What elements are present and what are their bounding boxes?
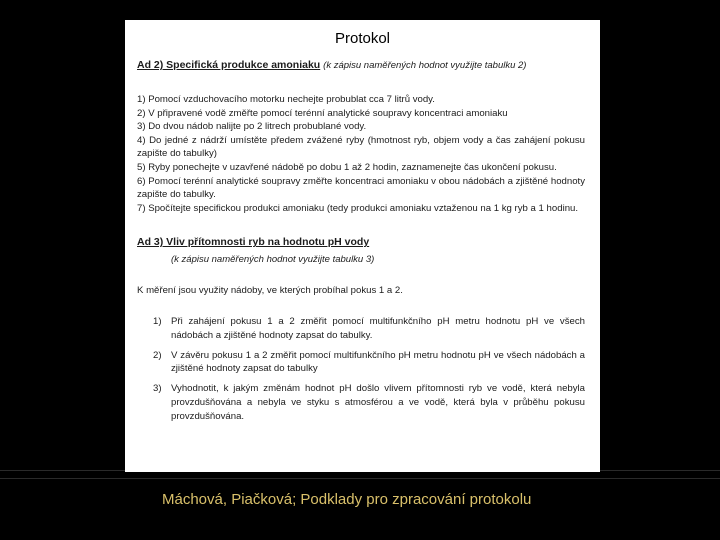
step-item: 5) Ryby ponechejte v uzavřené nádobě po dobu 1 až 2 hodin, zaznamenejte čas ukončení pokusu.	[137, 161, 557, 173]
background-line	[0, 478, 720, 479]
section-2-heading	[137, 58, 585, 73]
section-3-title: Ad 3) Vliv přítomnosti ryb na hodnotu pH vody	[137, 236, 370, 249]
section-3-note: (k zápisu naměřených hodnot využijte tabulku 3)	[171, 254, 375, 266]
item-number: 1)	[153, 316, 162, 328]
item-text: Vyhodnotit, k jakým změnám hodnot pH došlo vlivem přítomnosti ryb ve vodě, která nebyla provzdušňována a nebyla ve styku s atmosférou a ve vodě, která byla v průběhu pokusu provzdušňována.	[171, 383, 585, 422]
numbered-item	[137, 382, 585, 423]
numbered-item	[137, 349, 585, 376]
step-item: 1) Pomocí vzduchovacího motorku nechejte probublat cca 7 litrů vody.	[137, 94, 435, 105]
step-item: 6) Pomocí terénní analytické soupravy změřte koncentraci amoniaku v obou nádobách a zjištěné hodnoty zapište do tabulky.	[137, 175, 585, 201]
scanned-protocol	[137, 58, 585, 429]
section-3-heading	[137, 235, 585, 249]
item-text: Při zahájení pokusu 1 a 2 změřit pomocí multifunkčního pH metru hodnotu pH ve všech nádobách a zjištěné hodnoty zapsat do tabulky.	[171, 316, 585, 342]
step-item: 4) Do jedné z nádrží umístěte předem zvážené ryby (hmotnost ryb, objem vody a čas zahájení pokusu zapište do tabulky)	[137, 134, 585, 160]
section-3-items	[137, 315, 585, 423]
section-3-intro: K měření jsou využity nádoby, ve kterých probíhal pokus 1 a 2.	[137, 285, 403, 297]
section-spacer	[137, 215, 585, 235]
document-page	[125, 20, 600, 472]
numbered-item	[137, 315, 585, 342]
item-number: 3)	[153, 383, 162, 395]
section-2-title: Ad 2) Specifická produkce amoniaku	[137, 59, 321, 71]
item-number: 2)	[153, 349, 162, 361]
item-text: V závěru pokusu 1 a 2 změřit pomocí multifunkčního pH metru hodnotu pH ve všech nádobách a zjištěné hodnoty zapsat do tabulky	[171, 349, 585, 375]
slide-caption: Máchová, Piačková; Podklady pro zpracování protokolu	[162, 491, 532, 508]
section-2-note: (k zápisu naměřených hodnot využijte tabulku 2)	[323, 60, 527, 71]
step-item: 2) V připravené vodě změřte pomocí terénní analytické soupravy koncentraci amoniaku	[137, 107, 508, 119]
step-item: 7) Spočítejte specifickou produkci amoniaku (tedy produkci amoniaku vztaženou na 1 kg ryb a 1 hodinu.	[137, 202, 579, 214]
document-title: Protokol	[334, 30, 391, 47]
section-2-steps	[137, 93, 585, 215]
step-item: 3) Do dvou nádob nalijte po 2 litrech probublané vody.	[137, 121, 367, 133]
